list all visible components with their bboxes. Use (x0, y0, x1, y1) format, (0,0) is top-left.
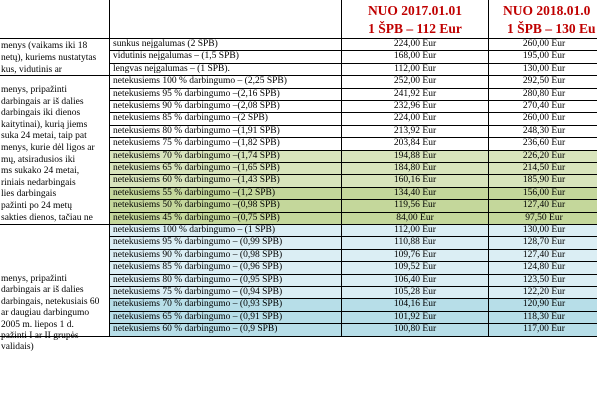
row-value-2017: 213,92 Eur (341, 125, 489, 138)
row-value-2017: 110,88 Eur (341, 236, 489, 249)
header-2018-date: NUO 2018.01.0 (503, 3, 591, 18)
row-value-2017: 184,80 Eur (341, 162, 489, 175)
row-label: netekusiems 90 % darbingumo – (0,98 ŠPB) (109, 249, 342, 262)
row-value-2018: 195,00 Eur (488, 50, 597, 63)
row-label: netekusiems 100 % darbingumo – (2,25 ŠPB) (109, 75, 342, 88)
row-value-2018: 118,30 Eur (488, 311, 597, 324)
row-label: netekusiems 80 % darbingumo – (0,95 ŠPB) (109, 274, 342, 287)
row-value-2018: 127,40 Eur (488, 199, 597, 212)
row-label: netekusiems 65 % darbingumo –(1,65 ŠPB) (109, 162, 342, 175)
row-value-2017: 203,84 Eur (341, 137, 489, 150)
row-value-2018: 130,00 Eur (488, 224, 597, 237)
row-value-2018: 270,40 Eur (488, 100, 597, 113)
row-value-2017: 252,00 Eur (341, 75, 489, 88)
row-value-2017: 241,92 Eur (341, 88, 489, 101)
row-value-2017: 134,40 Eur (341, 187, 489, 200)
row-label: netekusiems 95 % darbingumo – (0,99 ŠPB) (109, 236, 342, 249)
row-value-2018: 117,00 Eur (488, 323, 597, 336)
row-label: sunkus neįgalumas (2 ŠPB) (109, 38, 342, 51)
row-value-2017: 104,16 Eur (341, 298, 489, 311)
header-2017 (341, 0, 489, 39)
row-value-2018: 292,50 Eur (488, 75, 597, 88)
row-value-2018: 226,20 Eur (488, 150, 597, 163)
row-value-2017: 194,88 Eur (341, 150, 489, 163)
row-value-2018: 214,50 Eur (488, 162, 597, 175)
row-label: netekusiems 75 % darbingumo – (0,94 ŠPB) (109, 286, 342, 299)
row-value-2017: 160,16 Eur (341, 174, 489, 187)
row-value-2017: 119,56 Eur (341, 199, 489, 212)
group-description-1: menys (vaikams iki 18 netų), kuriems nustatytas kus, vidutinis ar (1, 41, 97, 75)
row-label: netekusiems 70 % darbingumo –(1,74 ŠPB) (109, 150, 342, 163)
row-value-2017: 112,00 Eur (341, 63, 489, 76)
row-value-2017: 112,00 Eur (341, 224, 489, 237)
row-label: netekusiems 60 % darbingumo –(1,43 ŠPB) (109, 174, 342, 187)
row-value-2017: 109,76 Eur (341, 249, 489, 262)
header-2018-rate: 1 ŠPB – 130 Eu (507, 21, 596, 36)
row-value-2017: 101,92 Eur (341, 311, 489, 324)
row-label: netekusiems 100 % darbingumo – (1 ŠPB) (109, 224, 342, 237)
group-description-2: menys, pripažinti darbingais ar iš dalies darbingais iki dienos kaitytinai), kurią jiems suka 24 metai, taip pat menys, kurie dėl ligos ar mų, atsiradusios iki ms sukako 24 metai, riniais nedarbingais lies darbingais pažinti po 24 metų sakties dienos, tačiau ne (1, 85, 95, 223)
row-label: lengvas neįgalumas – (1 ŠPB). (109, 63, 342, 76)
row-label: netekusiems 90 % darbingumo –(2,08 ŠPB) (109, 100, 342, 113)
row-value-2018: 156,00 Eur (488, 187, 597, 200)
row-value-2018: 248,30 Eur (488, 125, 597, 138)
row-value-2018: 122,20 Eur (488, 286, 597, 299)
row-value-2017: 232,96 Eur (341, 100, 489, 113)
header-blank-desc (109, 0, 342, 39)
row-value-2018: 124,80 Eur (488, 261, 597, 274)
row-value-2018: 260,00 Eur (488, 112, 597, 125)
row-label: netekusiems 65 % darbingumo – (0,91 ŠPB) (109, 311, 342, 324)
row-label: netekusiems 85 % darbingumo –(2 ŠPB) (109, 112, 342, 125)
row-value-2018: 120,90 Eur (488, 298, 597, 311)
row-label: netekusiems 70 % darbingumo – (0,93 ŠPB) (109, 298, 342, 311)
row-value-2017: 105,28 Eur (341, 286, 489, 299)
row-value-2018: 280,80 Eur (488, 88, 597, 101)
row-value-2017: 106,40 Eur (341, 274, 489, 287)
row-value-2018: 97,50 Eur (488, 212, 597, 225)
row-value-2017: 224,00 Eur (341, 38, 489, 51)
header-blank-left (0, 0, 110, 39)
group-description-3: menys, pripažinti darbingais ar iš dalies darbingais, netekusiais 60 ar daugiau darbingumo 2005 m. liepos 1 d. pažinti I ar II grupės validais) (1, 274, 100, 353)
row-value-2018: 128,70 Eur (488, 236, 597, 249)
row-value-2017: 168,00 Eur (341, 50, 489, 63)
row-label: netekusiems 55 % darbingumo –(1,2 ŠPB) (109, 187, 342, 200)
row-label: vidutinis neįgalumas – (1,5 ŠPB) (109, 50, 342, 63)
header-2017-date: NUO 2017.01.01 (367, 3, 463, 18)
row-value-2018: 127,40 Eur (488, 249, 597, 262)
row-label: netekusiems 80 % darbingumo –(1,91 ŠPB) (109, 125, 342, 138)
row-label: netekusiems 50 % darbingumo –(0,98 ŠPB) (109, 199, 342, 212)
row-label: netekusiems 60 % darbingumo – (0,9 ŠPB) (109, 323, 342, 336)
header-2017-rate: 1 ŠPB – 112 Eur (368, 21, 462, 36)
row-label: netekusiems 85 % darbingumo – (0,96 ŠPB) (109, 261, 342, 274)
row-label: netekusiems 75 % darbingumo –(1,82 ŠPB) (109, 137, 342, 150)
row-label: netekusiems 95 % darbingumo –(2,16 ŠPB) (109, 88, 342, 101)
row-label: netekusiems 45 % darbingumo –(0,75 ŠPB) (109, 212, 342, 225)
row-value-2017: 109,52 Eur (341, 261, 489, 274)
row-value-2017: 224,00 Eur (341, 112, 489, 125)
row-value-2018: 185,90 Eur (488, 174, 597, 187)
row-value-2018: 130,00 Eur (488, 63, 597, 76)
row-value-2018: 260,00 Eur (488, 38, 597, 51)
row-value-2018: 236,60 Eur (488, 137, 597, 150)
row-value-2017: 84,00 Eur (341, 212, 489, 225)
row-value-2017: 100,80 Eur (341, 323, 489, 336)
header-2018 (488, 0, 597, 39)
row-value-2018: 123,50 Eur (488, 274, 597, 287)
